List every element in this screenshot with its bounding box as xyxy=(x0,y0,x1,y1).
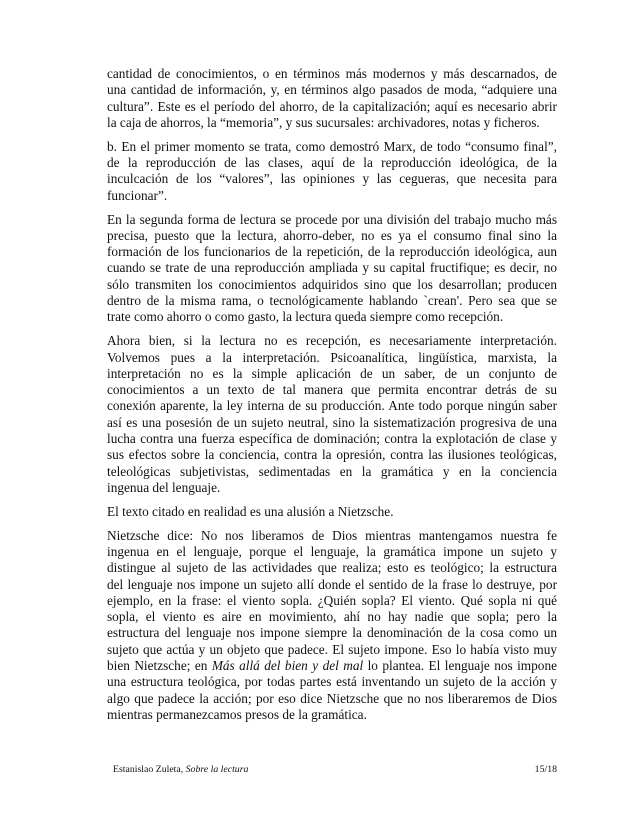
text-line: algo que padece la acción; por eso dice Nietzsche que no nos liberaremos de Dios xyxy=(107,690,557,706)
text-line: conexión aparente, la ley interna de su producción. Ante todo porque ningún saber xyxy=(107,398,557,414)
text-line: inculcación de los “valores”, las opiniones y las cegueras, que necesita para xyxy=(107,171,557,187)
text-line: formación de los funcionarios de la repetición, de la reproducción ideológica, aun xyxy=(107,244,557,260)
text-line: sujeto que actúa y un objeto que padece. El sujeto impone. Eso lo había visto muy xyxy=(107,641,557,657)
text-line: Volvemos pues a la interpretación. Psicoanalítica, lingüística, marxista, la xyxy=(107,349,557,365)
footer-citation xyxy=(113,763,248,776)
text-line: una cantidad de información, y, en términos algo pasados de moda, “adquiere una xyxy=(107,82,557,98)
text-line: lucha contra una fuerza específica de dominación; contra la explotación de clase y xyxy=(107,431,557,447)
footer-book-title: Sobre la lectura xyxy=(185,764,249,775)
text-line: ingenua del lenguaje. xyxy=(107,479,221,495)
text-line: estructura del lenguaje nos impone siempre la denominación de la cosa como un xyxy=(107,625,557,641)
text-line: El texto citado en realidad es una alusión a Nietzsche. xyxy=(107,503,394,519)
paragraph xyxy=(107,139,557,204)
text-line: sus efectos sobre la conciencia, contra la opresión, contra las ilusiones teológicas, xyxy=(107,447,557,463)
paragraph xyxy=(107,504,557,520)
paragraph xyxy=(107,212,557,326)
text-line: cultura”. Este es el período del ahorro, de la capitalización; aquí es necesario abrir xyxy=(107,98,557,114)
text-line: En la segunda forma de lectura se procede por una división del trabajo mucho más xyxy=(107,211,557,227)
text-line: mientras permanezcamos presos de la gramática. xyxy=(107,706,367,722)
text-segment: bien Nietzsche; en xyxy=(107,658,212,674)
text-line: dentro de la misma rama, o tecnológicamente hablando `crean'. Pero sea que se xyxy=(107,293,557,309)
text-line: sólo transmiten los conocimientos adquiridos sino que los desarrollan; producen xyxy=(107,276,557,292)
text-line: ingenua en el lenguaje, porque el lenguaje, la gramática impone un sujeto y xyxy=(107,543,557,559)
paragraph xyxy=(107,333,557,496)
text-line: de la reproducción de las clases, aquí de la reproducción ideológica, de la xyxy=(107,155,557,171)
text-line: interpretación no es la simple aplicación de un saber, de un conjunto de xyxy=(107,365,557,381)
text-segment: lo plantea. El lenguaje nos impone xyxy=(363,658,557,674)
text-line: cuando se trate de una reproducción ampliada y su capital fructifique; es decir, no xyxy=(107,260,557,276)
text-line: funcionar”. xyxy=(107,187,168,203)
footer-author: Estanislao Zuleta, xyxy=(113,764,184,775)
text-line: teleológicas subjetivistas, sedimentadas en la gramática y en la conciencia xyxy=(107,463,557,479)
text-line: la caja de ahorros, la “memoria”, y sus sucursales: archivadores, notas y ficheros. xyxy=(107,114,540,130)
page-footer xyxy=(113,763,557,776)
text-line: Ahora bien, si la lectura no es recepción, es necesariamente interpretación. xyxy=(107,333,557,349)
paragraph xyxy=(107,66,557,131)
page-number: 15/18 xyxy=(534,764,557,775)
text-line xyxy=(107,658,557,674)
text-line: una estructura teológica, por todas partes está inventando un sujeto de la acción y xyxy=(107,674,557,690)
text-line: Nietzsche dice: No nos liberamos de Dios mientras mantengamos nuestra fe xyxy=(107,527,557,543)
text-line: del lenguaje nos impone un sujeto allí donde el sentido de la frase lo destruye, por xyxy=(107,576,557,592)
text-line: trate como ahorro o como gasto, la lectura queda siempre como recepción. xyxy=(107,309,504,325)
italic-book-title: Más allá del bien y del mal xyxy=(211,658,364,674)
paragraph xyxy=(107,528,557,724)
text-line: distingue al sujeto de las actividades que realiza; esto es teológico; la estructura xyxy=(107,560,557,576)
text-line: precisa, puesto que la lectura, ahorro-deber, no es ya el consumo final sino la xyxy=(107,227,557,243)
text-line: ejemplo, en la frase: el viento sopla. ¿Quién sopla? El viento. Qué sopla ni qué xyxy=(107,592,557,608)
text-line: conocimientos a un texto de tal manera que permita encontrar detrás de su xyxy=(107,382,557,398)
text-line: así es una posesión de un sujeto neutral, sino la sistematización progresiva de una xyxy=(107,414,557,430)
body-text xyxy=(107,66,557,723)
text-line: b. En el primer momento se trata, como demostró Marx, de todo “consumo final”, xyxy=(107,138,557,154)
text-line: sopla, el viento es aire en movimiento, ahí no hay nadie que sopla; pero la xyxy=(107,609,557,625)
text-line: cantidad de conocimientos, o en términos más modernos y más descarnados, de xyxy=(107,66,557,81)
